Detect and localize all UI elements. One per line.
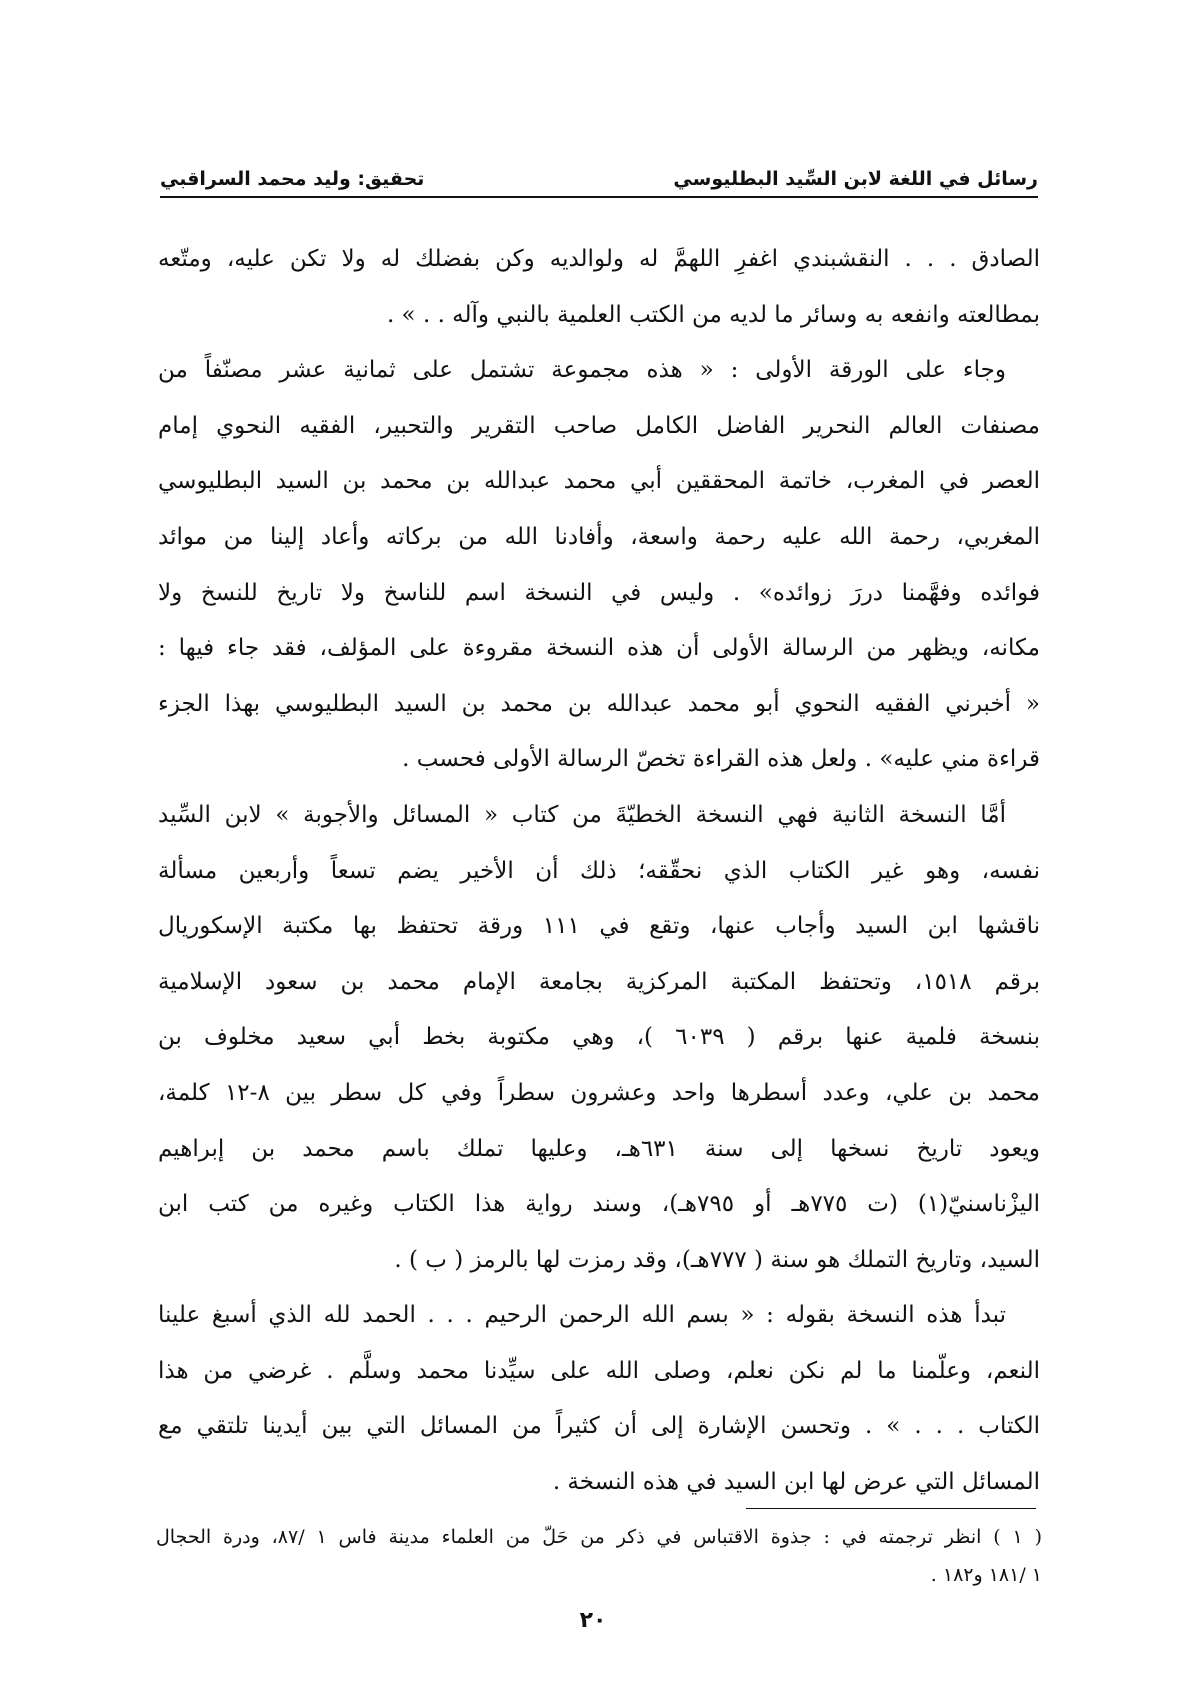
text-line: برقم ١٥١٨، وتحتفظ المكتبة المركزية بجامعة الإمام محمد بن سعود الإسلامية xyxy=(158,968,1040,995)
text-line: النعم، وعلّمنا ما لم نكن نعلم، وصلى الله على سيِّدنا محمد وسلَّم . غرضي من هذا xyxy=(158,1357,1040,1384)
text-line: بمطالعته وانفعه به وسائر ما لديه من الكتب العلمية بالنبي وآله . . » . xyxy=(386,301,1040,328)
text-line: وجاء على الورقة الأولى : « هذه مجموعة تشتمل على ثمانية عشر مصنّفاً من xyxy=(158,357,1006,384)
footnotes xyxy=(156,1518,1042,1594)
footnote-divider xyxy=(746,1508,1036,1509)
editor-credit: تحقيق: وليد محمد السراقبي xyxy=(160,168,425,190)
text-line: مصنفات العالم النحرير الفاضل الكامل صاحب التقرير والتحبير، الفقيه النحوي إمام xyxy=(158,412,1040,439)
text-line: ناقشها ابن السيد وأجاب عنها، وتقع في ١١١ ورقة تحتفظ بها مكتبة الإسكوريال xyxy=(158,913,1040,940)
text-line: الصادق . . . النقشبندي اغفرِ اللهمَّ له ولوالديه وكن بفضلك له ولا تكن عليه، ومتّعه xyxy=(158,246,1040,272)
footnote-line: ١ /١٨١ و١٨٢ . xyxy=(930,1564,1042,1586)
text-line: محمد بن علي، وعدد أسطرها واحد وعشرون سطراً وفي كل سطر بين ٨-١٢ كلمة، xyxy=(158,1079,1040,1106)
text-line: تبدأ هذه النسخة بقوله : « بسم الله الرحمن الرحيم . . . الحمد لله الذي أسبغ علينا xyxy=(158,1302,1006,1329)
running-header xyxy=(160,150,1038,198)
page-number: ٢٠ xyxy=(579,1608,607,1633)
text-line: السيد، وتاريخ التملك هو سنة ( ٧٧٧هـ)، وقد رمزت لها بالرمز ( ب ) . xyxy=(394,1246,1040,1273)
text-line: « أخبرني الفقيه النحوي أبو محمد عبدالله بن محمد بن السيد البطليوسي بهذا الجزء xyxy=(158,690,1040,717)
text-line: أمَّا النسخة الثانية فهي النسخة الخطيّةَ من كتاب « المسائل والأجوبة » لابن السِّيد xyxy=(158,801,1006,828)
text-line: المغربي، رحمة الله عليه رحمة واسعة، وأفادنا الله من بركاته وأعاد إلينا من موائد xyxy=(158,523,1040,550)
text-line: المسائل التي عرض لها ابن السيد في هذه النسخة . xyxy=(552,1469,1040,1496)
text-line: فوائده وفهَّمنا دررَ زوائده» . وليس في النسخة اسم للناسخ ولا تاريخ للنسخ ولا xyxy=(158,579,1040,606)
text-line: العصر في المغرب، خاتمة المحققين أبي محمد عبدالله بن محمد بن السيد البطليوسي xyxy=(158,468,1040,495)
text-line: مكانه، ويظهر من الرسالة الأولى أن هذه النسخة مقروءة على المؤلف، فقد جاء فيها : xyxy=(158,635,1040,662)
text-line: اليزْناسنيّ(١) (ت ٧٧٥هـ أو ٧٩٥هـ)، وسند رواية هذا الكتاب وغيره من كتب ابن xyxy=(158,1191,1040,1218)
footnote-line: ( ١ ) انظر ترجمته في : جذوة الاقتباس في ذكر من حَلّ من العلماء مدينة فاس ١ /٨٧، ودرة الحجال xyxy=(156,1526,1042,1548)
text-line: الكتاب . . . » . وتحسن الإشارة إلى أن كثيراً من المسائل التي بين أيدينا تلتقي مع xyxy=(158,1413,1040,1440)
main-text xyxy=(158,232,1040,1511)
text-line: ويعود تاريخ نسخها إلى سنة ٦٣١هـ، وعليها تملك باسم محمد بن إبراهيم xyxy=(158,1135,1040,1162)
text-line: قراءة مني عليه» . ولعل هذه القراءة تخصّ الرسالة الأولى فحسب . xyxy=(402,746,1040,773)
text-line: بنسخة فلمية عنها برقم ( ٦٠٣٩ )، وهي مكتوبة بخط أبي سعيد مخلوف بن xyxy=(158,1024,1040,1051)
text-line: نفسه، وهو غير الكتاب الذي نحقّقه؛ ذلك أن الأخير يضم تسعاً وأربعين مسألة xyxy=(158,857,1040,884)
book-title: رسائل في اللغة لابن السِّيد البطليوسي xyxy=(673,168,1038,190)
